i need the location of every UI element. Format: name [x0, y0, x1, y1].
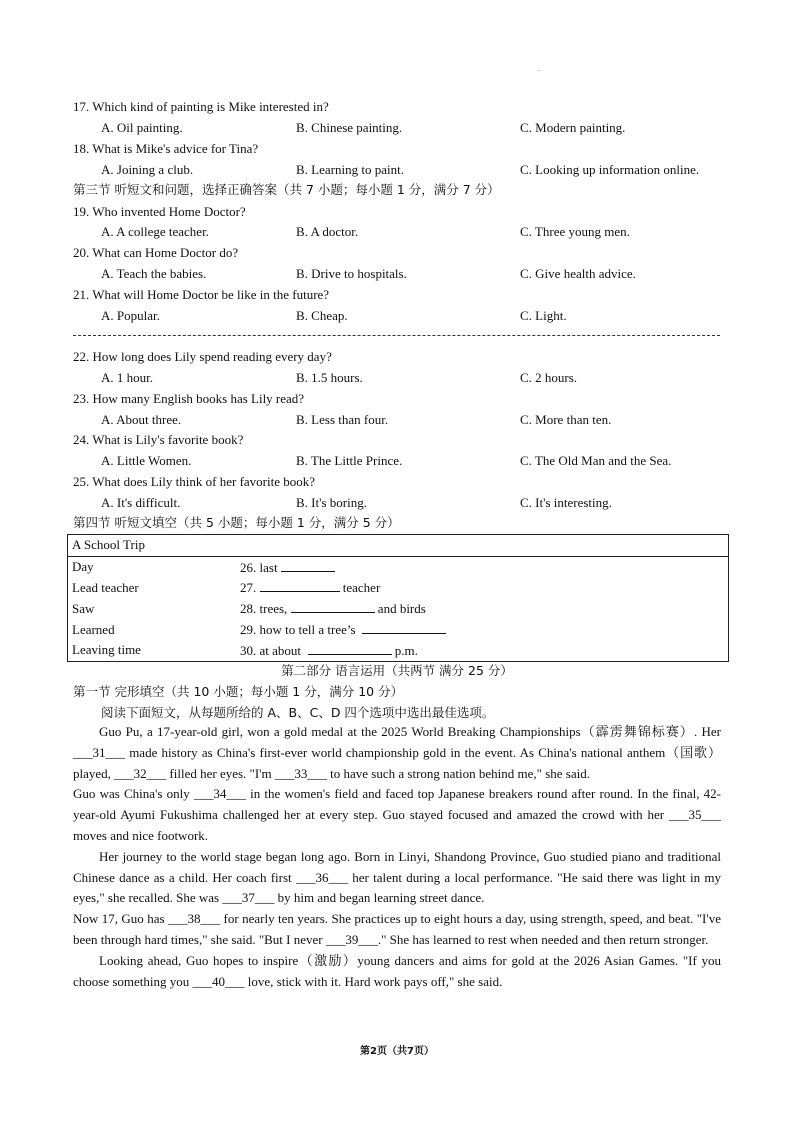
- cloze-title: 第一节 完形填空（共 10 小题；每小题 1 分，满分 10 分）: [73, 684, 404, 699]
- option-b: B. It's boring.: [296, 495, 367, 510]
- option-c: C. 2 hours.: [520, 370, 578, 385]
- row-suffix: teacher: [342, 580, 381, 596]
- answer-blank-30[interactable]: [308, 642, 392, 655]
- answer-blank-26[interactable]: [281, 559, 335, 572]
- option-c: C. It's interesting.: [520, 495, 612, 510]
- section4-title: 第四节 听短文填空（共 5 小题；每小题 1 分，满分 5 分）: [73, 515, 400, 530]
- question-stem: 23. How many English books has Lily read?: [73, 391, 305, 406]
- row-label: Saw: [72, 600, 95, 616]
- question-stem: 20. What can Home Doctor do?: [73, 245, 239, 260]
- question-stem: 25. What does Lily think of her favorite book?: [73, 474, 316, 489]
- option-b: B. Drive to hospitals.: [296, 266, 407, 281]
- cloze-blank-33[interactable]: ___33___: [274, 765, 327, 781]
- part2-title: 第二部分 语言运用（共两节 满分 25 分）: [281, 663, 513, 678]
- option-c: C. Modern painting.: [520, 120, 626, 135]
- cloze-blank-38[interactable]: ___38___: [168, 911, 221, 927]
- row-label: Lead teacher: [72, 579, 139, 595]
- section3-title: 第三节 听短文和问题，选择正确答案（共 7 小题；每小题 1 分，满分 7 分）: [73, 182, 500, 197]
- option-c: C. Give health advice.: [520, 266, 636, 281]
- option-b: B. Learning to paint.: [296, 162, 404, 177]
- option-a: A. Joining a club.: [101, 162, 194, 177]
- cloze-blank-40[interactable]: ___40___: [192, 973, 245, 989]
- option-a: A. About three.: [101, 412, 182, 427]
- option-b: B. A doctor.: [296, 224, 359, 239]
- cloze-blank-35[interactable]: ___35___: [669, 807, 721, 823]
- option-b: B. The Little Prince.: [296, 453, 403, 468]
- page-footer: 第2页（共7页）: [360, 1046, 434, 1057]
- exam-page: . 17. Which kind of painting is Mike interested in? A. Oil painting. B. Chinese painting. C. Modern painting. 18. What is Mike's advice for Tina? A. Joining a club. B. Learning to paint. C. Looking up information online. 第三节 听短文和问题，选择正确答案（共 7 小题；每小题 1 分，满分 7 分） 19. Who invented Home Doctor? A. A college teacher. B. A doctor. C. Three young men. 20. What can Home Doctor do? A. Teach the babies. B. Drive to hospitals. C. Give health advice. 21. What will Home Doctor be like in the future? A. Popular. B. Cheap. C. Light. 22. How long does Lily spend reading every day? A. 1 hour. B. 1.5 hours. C. 2 hours. 23. How many English books has Lily read? A. About three. B. Less than four. C. More than ten. 24. What is Lily's favorite book? A. Little Women. B. The Little Prince. C. The Old Man and the Sea. 25. What does Lily think of her favorite book? A. It's difficult. B. It's boring. C. It's interesting. 第四节 听短文填空（共 5 小题；每小题 1 分，满分 5 分） A School Trip Day 26. last Lead teacher 27. teacher Saw 28. trees, and birds Learned 29. how to tell a tree’s Leaving time 30. at about p.m. 第二部分 语言运用（共两节 满分 25 分） 第一节 完形填空（共 10 小题；每小题 1 分，满分 10 分） 阅读下面短文，从每题所给的 A、B、C、D 四个选项中选出最佳选项。 Guo Pu, a 17-year-old girl, won a gold medal at the 2025 World Breaking Championships（霹雳舞锦标赛）. Her ___31___ made history as China's first-ever world championship gold in the event. As China's national anthem（国歌）played, ___32___ filled her eyes. "I'm ___33___ to have such a strong nation behind me," she said. Guo was China's only ___34___ in the women's field and faced top Japanese breakers round after round. In the final, 42-year-old Ayumi Fukushima challenged her at every step. Guo stayed focused and amazed the crowd with her ___35___ moves and nice footwork. Her journey to the world stage began long ago. Born in Linyi, Shandong Province, Guo studied piano and traditional Chinese dance as a child. Her coach first ___36___ her talent during a local performance. "He said there was light in my eyes," she recalled. She was ___37___ by him and began learning street dance. Now 17, Guo has ___38___ for nearly ten years. She practices up to eight hours a day, using strength, speed, and beat. "I've been through hard times," she said. "But I never ___39___." She has learned to rest when needed and then return stronger. Looking ahead, Guo hopes to inspire（激励）young dancers and aims for gold at the 2026 Asian Games. "If you choose something you ___40___ love, stick with it. Hard work pays off," she said. 第2页（共7页）: [0, 0, 794, 1123]
- question-stem: 21. What will Home Doctor be like in the future?: [73, 287, 330, 302]
- answer-blank-29[interactable]: [362, 621, 446, 634]
- table-title: A School Trip: [68, 535, 729, 557]
- option-a: A. It's difficult.: [101, 495, 181, 510]
- option-c: C. Looking up information online.: [520, 162, 700, 177]
- option-a: A. Teach the babies.: [101, 266, 207, 281]
- option-a: A. Popular.: [101, 308, 160, 323]
- answer-blank-28[interactable]: [291, 600, 375, 613]
- answer-blank-27[interactable]: [260, 579, 340, 592]
- row-label: Leaving time: [72, 642, 141, 658]
- option-a: A. 1 hour.: [101, 370, 153, 385]
- row-suffix: p.m.: [394, 642, 418, 658]
- row-prefix: 29. how to tell a tree’s: [240, 622, 356, 638]
- question-stem: 22. How long does Lily spend reading every day?: [73, 349, 332, 364]
- row-prefix: 26. last: [240, 559, 278, 575]
- table-row: [68, 578, 729, 599]
- option-c: C. The Old Man and the Sea.: [520, 453, 672, 468]
- question-stem: 19. Who invented Home Doctor?: [73, 204, 246, 219]
- cloze-blank-37[interactable]: ___37___: [222, 890, 275, 906]
- question-stem: 24. What is Lily's favorite book?: [73, 432, 244, 447]
- cloze-blank-31[interactable]: ___31___: [73, 744, 125, 760]
- question-stem: 18. What is Mike's advice for Tina?: [73, 141, 259, 156]
- option-a: A. A college teacher.: [101, 224, 209, 239]
- paragraph: Guo Pu, a 17-year-old girl, won a gold medal at the 2025 World Breaking Championships（霹雳舞锦标赛）. Her ___31___ made history as China's first-ever world championship gold in the event. As China's national anthem（国歌）played, ___32___ filled her eyes. "I'm ___33___ to have such a strong nation behind me," she said.: [73, 724, 721, 781]
- row-suffix: and birds: [377, 601, 426, 617]
- option-b: B. Chinese painting.: [296, 120, 403, 135]
- row-label: Learned: [72, 621, 115, 637]
- cloze-passage: [73, 722, 721, 992]
- cloze-blank-36[interactable]: ___36___: [295, 869, 348, 885]
- option-a: A. Oil painting.: [101, 120, 183, 135]
- row-prefix: 30. at about: [240, 642, 302, 658]
- question-stem: 17. Which kind of painting is Mike interested in?: [73, 99, 329, 114]
- table-row: [68, 619, 729, 640]
- cloze-blank-39[interactable]: ___39___: [325, 931, 378, 947]
- option-c: C. Three young men.: [520, 224, 630, 239]
- dashed-separator: [73, 335, 720, 336]
- option-b: B. 1.5 hours.: [296, 370, 363, 385]
- option-a: A. Little Women.: [101, 453, 192, 468]
- option-c: C. More than ten.: [520, 412, 612, 427]
- option-c: C. Light.: [520, 308, 567, 323]
- table-row: [68, 640, 729, 661]
- cloze-instruction: 阅读下面短文，从每题所给的 A、B、C、D 四个选项中选出最佳选项。: [101, 705, 495, 720]
- table-row: [68, 556, 729, 577]
- cloze-blank-34[interactable]: ___34___: [193, 786, 246, 802]
- paragraph: Her journey to the world stage began long ago. Born in Linyi, Shandong Province, Guo studied piano and traditional Chinese dance as a child. Her coach first ___36___ her talent during a local performance. "He said there was light in my eyes," she recalled. She was ___37___ by him and began learning street dance.: [73, 848, 721, 906]
- paragraph: Guo was China's only ___34___ in the women's field and faced top Japanese breakers round after round. In the final, 42-year-old Ayumi Fukushima challenged her at every step. Guo stayed focused and amazed the crowd with her ___35___ moves and nice footwork.: [73, 786, 721, 843]
- row-label: Day: [72, 559, 94, 575]
- table-row: [68, 598, 729, 619]
- paragraph: Looking ahead, Guo hopes to inspire（激励）young dancers and aims for gold at the 2026 Asian Games. "If you choose something you ___40___ love, stick with it. Hard work pays off," she said.: [73, 952, 721, 989]
- paragraph: Now 17, Guo has ___38___ for nearly ten years. She practices up to eight hours a day, using strength, speed, and beat. "I've been through hard times," she said. "But I never ___39___." She has learned to rest when needed and then return stronger.: [73, 911, 722, 947]
- school-trip-table: [67, 534, 729, 662]
- option-b: B. Less than four.: [296, 412, 389, 427]
- cloze-blank-32[interactable]: ___32___: [114, 765, 167, 781]
- option-b: B. Cheap.: [296, 308, 348, 323]
- row-prefix: 27.: [240, 580, 257, 596]
- row-prefix: 28. trees,: [240, 601, 288, 617]
